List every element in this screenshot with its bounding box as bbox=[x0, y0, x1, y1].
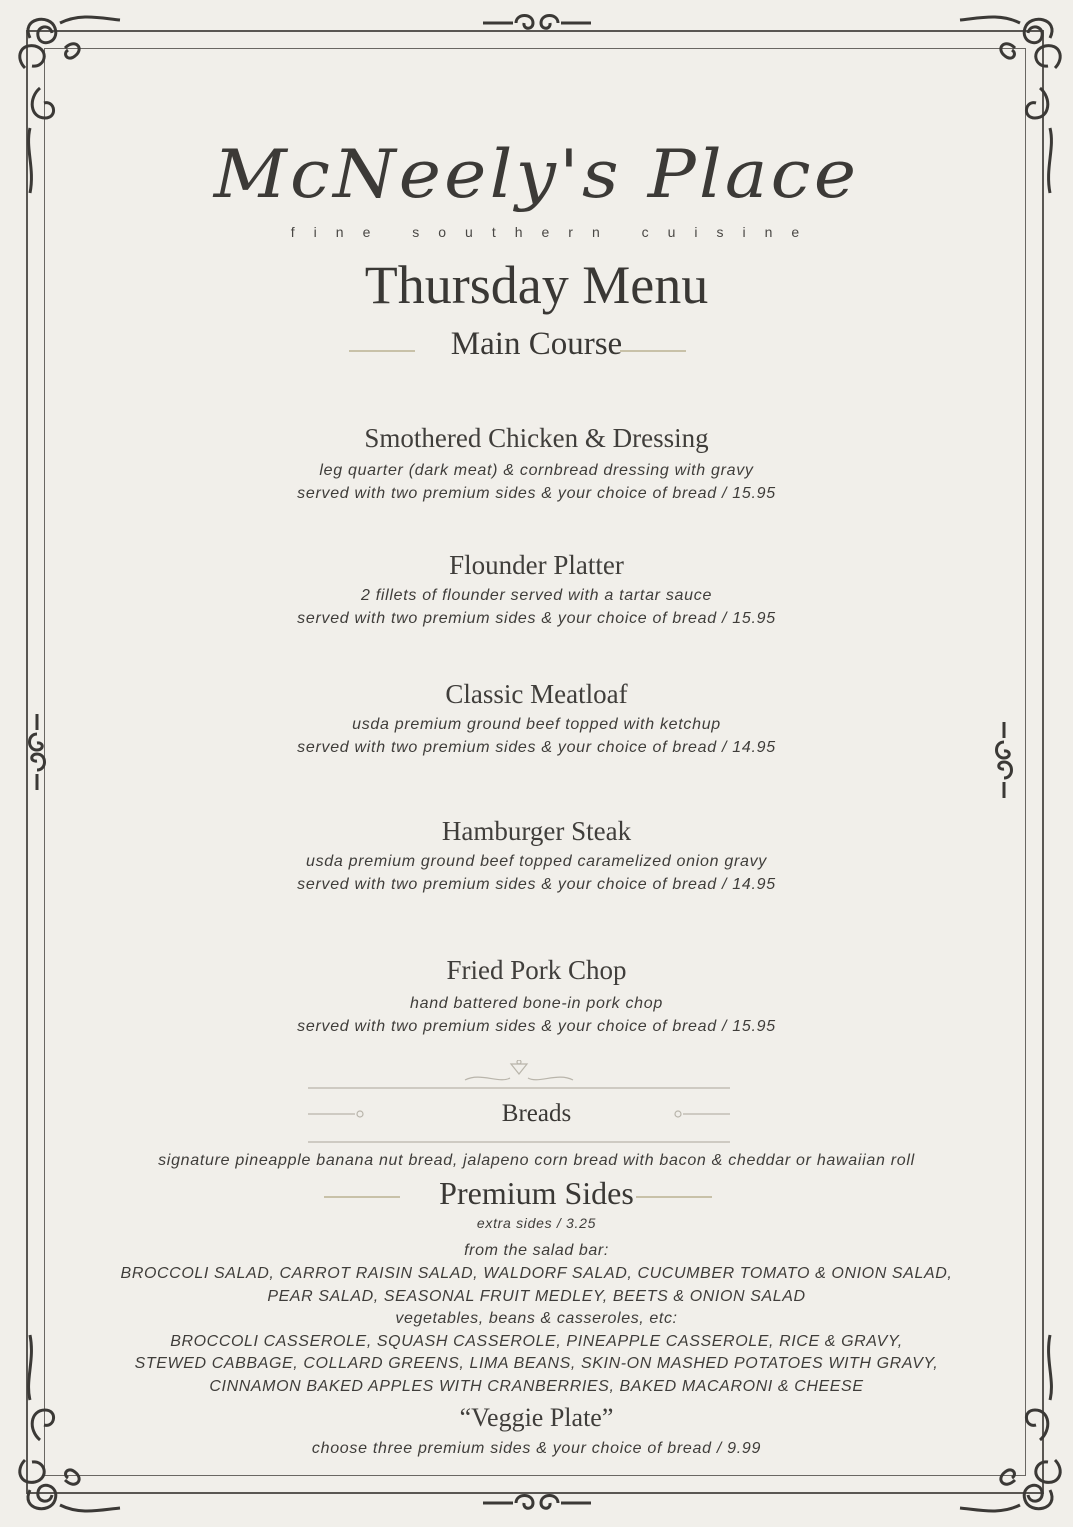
breads-text: signature pineapple banana nut bread, jalapeno corn bread with bacon & cheddar or hawaiian roll bbox=[158, 1152, 915, 1169]
tagline: fine southern cuisine bbox=[290, 224, 819, 240]
veggie-plate-description: choose three premium sides & your choice of bread / 9.99 bbox=[311, 1440, 762, 1457]
menu-item-description: 2 fillets of flounder served with a tartar sauce bbox=[360, 587, 713, 604]
menu-item-name: Fried Pork Chop bbox=[446, 955, 627, 985]
menu-item-price-line: served with two premium sides & your choice of bread / 15.95 bbox=[297, 1018, 776, 1035]
sides-list-line: BROCCOLI CASSEROLE, SQUASH CASSEROLE, PINEAPPLE CASSEROLE, RICE & GRAVY, bbox=[170, 1333, 903, 1350]
menu-item-description: leg quarter (dark meat) & cornbread dressing with gravy bbox=[319, 462, 754, 479]
restaurant-logo-text: McNeely's Place bbox=[213, 136, 860, 213]
menu-item-name: Smothered Chicken & Dressing bbox=[364, 423, 709, 453]
scroll-flourish-icon bbox=[478, 8, 596, 38]
menu-item-name: Classic Meatloaf bbox=[445, 679, 628, 709]
sides-list-line: CINNAMON BAKED APPLES WITH CRANBERRIES, BAKED MACARONI & CHEESE bbox=[209, 1378, 864, 1395]
breads-heading: Breads bbox=[501, 1100, 572, 1127]
menu-item-description: hand battered bone-in pork chop bbox=[410, 995, 663, 1012]
sides-list-line: PEAR SALAD, SEASONAL FRUIT MEDLEY, BEETS & ONION SALAD bbox=[267, 1288, 806, 1305]
menu-item-price-line: served with two premium sides & your choice of bread / 15.95 bbox=[297, 485, 776, 502]
menu-item-description: usda premium ground beef topped with ketchup bbox=[352, 716, 721, 733]
extra-sides-price: extra sides / 3.25 bbox=[476, 1215, 597, 1231]
veggie-plate-heading: “Veggie Plate” bbox=[459, 1403, 614, 1432]
premium-sides-heading: Premium Sides bbox=[439, 1175, 634, 1211]
main-course-heading: Main Course bbox=[450, 326, 623, 362]
menu-item-price-line: served with two premium sides & your choice of bread / 14.95 bbox=[297, 739, 776, 756]
scroll-flourish-icon bbox=[478, 1488, 596, 1518]
sides-list-line: STEWED CABBAGE, COLLARD GREENS, LIMA BEANS, SKIN-ON MASHED POTATOES WITH GRAVY, bbox=[134, 1355, 939, 1372]
sides-subheading: from the salad bar: bbox=[464, 1242, 609, 1259]
menu-item-name: Hamburger Steak bbox=[441, 816, 632, 846]
sides-subheading: vegetables, beans & casseroles, etc: bbox=[395, 1310, 678, 1327]
menu-item-description: usda premium ground beef topped caramelized onion gravy bbox=[306, 853, 767, 870]
menu-item-name: Flounder Platter bbox=[449, 550, 624, 580]
page-title: Thursday Menu bbox=[364, 255, 709, 315]
menu-item-price-line: served with two premium sides & your choice of bread / 15.95 bbox=[297, 610, 776, 627]
sides-list-line: BROCCOLI SALAD, CARROT RAISIN SALAD, WALDORF SALAD, CUCUMBER TOMATO & ONION SALAD, bbox=[120, 1265, 953, 1282]
menu-item-price-line: served with two premium sides & your choice of bread / 14.95 bbox=[297, 876, 776, 893]
